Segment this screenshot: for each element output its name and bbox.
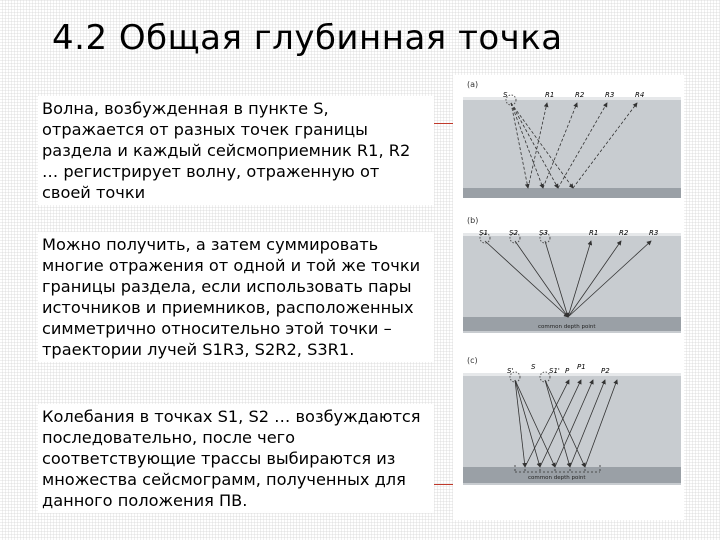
cdp-figure — [453, 75, 684, 520]
panel-b-label: (b) — [467, 216, 479, 225]
panel-c-source-3: S1' — [549, 367, 560, 375]
panel-c-caption: common depth point — [528, 475, 586, 481]
panel-c — [463, 356, 681, 485]
panel-a-reflector — [463, 188, 681, 198]
panel-b-receiver-3: R3 — [649, 229, 659, 237]
page-title: 4.2 Общая глубинная точка — [52, 18, 563, 58]
paragraph-1-text: Волна, возбужденная в пункте S, отражается от разных точек границы раздела и каждый сейсмоприемник R1, R2 … регистрирует волну, отраженную от своей точки — [42, 99, 411, 202]
panel-b-receiver-1: R1 — [589, 229, 599, 237]
panel-a-source-label: S — [503, 91, 508, 99]
panel-a — [463, 80, 681, 198]
panel-c-source-1: S' — [507, 367, 514, 375]
panel-c-receiver-1: P1 — [577, 363, 586, 371]
panel-b-source-3: S3 — [539, 229, 548, 237]
panel-c-receiver-2: P — [565, 367, 570, 375]
panel-a-receiver-2: R2 — [575, 91, 585, 99]
paragraph-3-text: Колебания в точках S1, S2 … возбуждаются последовательно, после чего соответствующие трассы выбираются из множества сейсмограмм, полученных для данного положения ПВ. — [42, 407, 421, 510]
panel-b — [463, 216, 681, 333]
panel-b-source-2: S2 — [509, 229, 518, 237]
panel-c-label: (c) — [467, 356, 478, 365]
panel-a-receiver-3: R3 — [605, 91, 615, 99]
panel-b-receiver-2: R2 — [619, 229, 629, 237]
panel-b-source-1: S1 — [479, 229, 488, 237]
panel-c-receiver-3: P2 — [601, 367, 610, 375]
panel-a-receiver-1: R1 — [545, 91, 555, 99]
paragraph-2 — [38, 232, 434, 362]
divider-line-bottom — [432, 484, 454, 485]
panel-a-receiver-4: R4 — [635, 91, 645, 99]
panel-c-source-2: S — [531, 363, 536, 371]
panel-b-caption: common depth point — [538, 324, 596, 330]
paragraph-3 — [38, 404, 434, 513]
paragraph-2-text: Можно получить, а затем суммировать многие отражения от одной и той же точки границы раздела, если использовать пары источников и приемников, расположенных симметрично относительно этой точки – траектории лучей S1R3, S2R2, S3R1. — [42, 235, 421, 359]
panel-a-label: (a) — [467, 80, 479, 89]
panel-a-layer — [463, 97, 681, 192]
cdp-diagram — [453, 75, 684, 520]
divider-line-top — [432, 123, 454, 124]
paragraph-1 — [38, 96, 434, 205]
